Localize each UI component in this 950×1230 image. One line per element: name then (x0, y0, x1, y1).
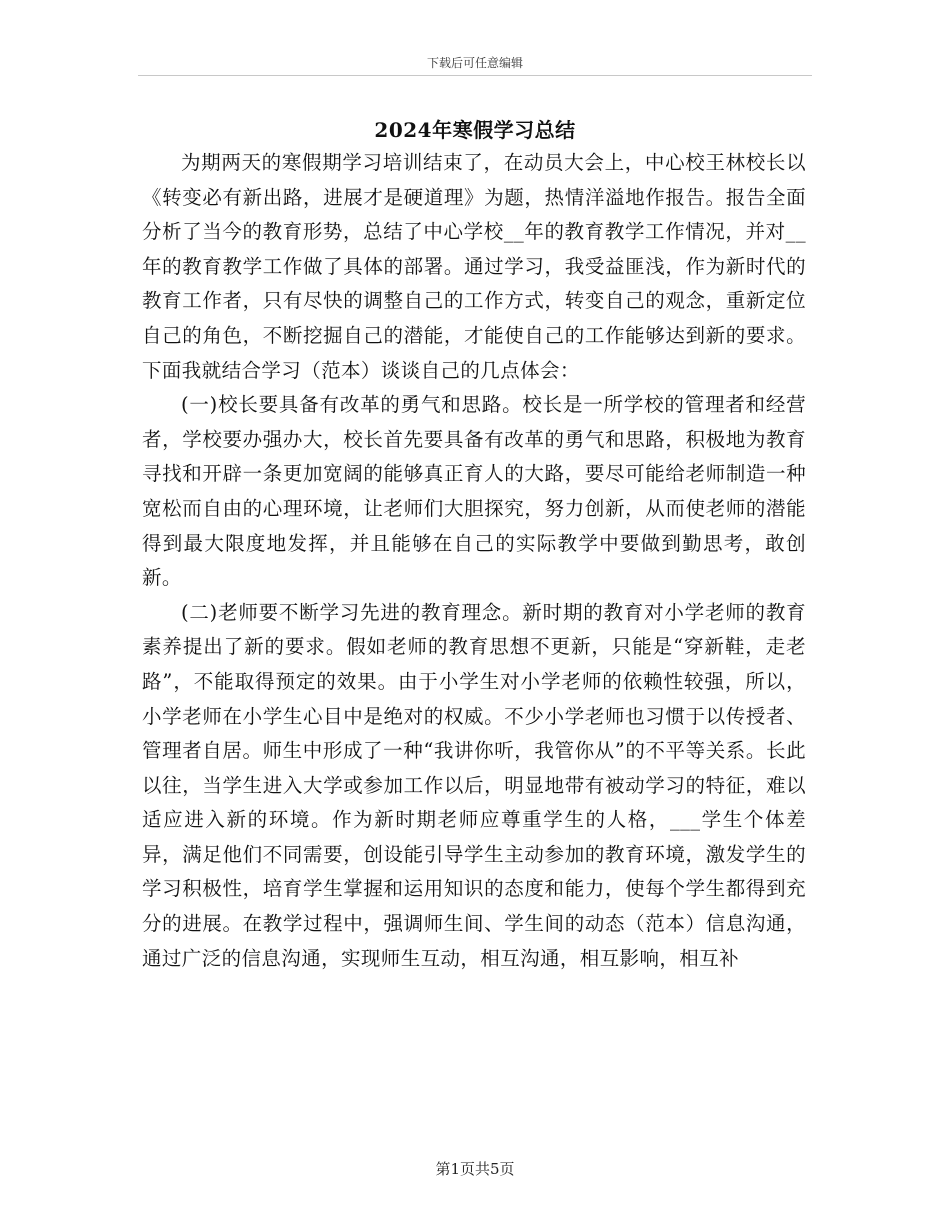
paragraph-principal: (一)校长要具备有改革的勇气和思路。校长是一所学校的管理者和经营者，学校要办强办大，校长首先要具备有改革的勇气和思路，积极地为教育寻找和开辟一条更加宽阔的能够真正育人的大路，要尽可能给老师制造一种宽松而自由的心理环境，让老师们大胆探究，努力创新，从而使老师的潜能得到最大限度地发挥，并且能够在自己的实际教学中要做到勤思考，敢创新。 (142, 393, 806, 590)
page-number: 第1页共5页 (435, 1160, 515, 1178)
paragraph-teacher: (二)老师要不断学习先进的教育理念。新时期的教育对小学老师的教育素养提出了新的要求。假如老师的教育思想不更新，只能是“穿新鞋，走老路”，不能取得预定的效果。由于小学生对小学老师的依赖性较强，所以，小学老师在小学生心目中是绝对的权威。不少小学老师也习惯于以传授者、管理者自居。师生中形成了一种“我讲你听，我管你从”的不平等关系。长此以往，当学生进入大学或参加工作以后，明显地带有被动学习的特征，难以适应进入新的环境。作为新时期老师应尊重学生的人格，___学生个体差异，满足他们不同需要，创设能引导学生主动参加的教育环境，激发学生的学习积极性，培育学生掌握和运用知识的态度和能力，使每个学生都得到充分的进展。在教学过程中，强调师生间、学生间的动态（范本）信息沟通，通过广泛的信息沟通，实现师生互动，相互沟通，相互影响，相互补 (142, 600, 806, 970)
paragraph-intro: 为期两天的寒假期学习培训结束了，在动员大会上，中心校王林校长以《转变必有新出路，进展才是硬道理》为题，热情洋溢地作报告。报告全面分析了当今的教育形势，总结了中心学校__年的教育教学工作情况，并对__年的教育教学工作做了具体的部署。通过学习，我受益匪浅，作为新时代的教育工作者，只有尽快的调整自己的工作方式，转变自己的观念，重新定位自己的角色，不断挖掘自己的潜能，才能使自己的工作能够达到新的要求。下面我就结合学习（范本）谈谈自己的几点体会： (142, 151, 806, 382)
page-header-note: 下载后可任意编辑 (426, 56, 523, 70)
document-body (142, 146, 806, 976)
header-divider (138, 75, 812, 76)
document-title: 2024年寒假学习总结 (374, 118, 576, 142)
